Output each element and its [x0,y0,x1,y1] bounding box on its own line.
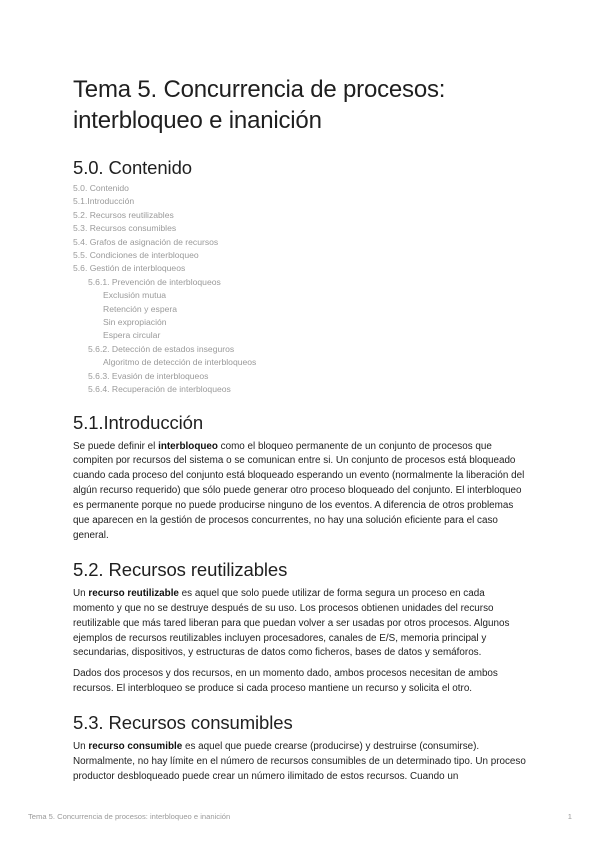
toc-link[interactable]: Espera circular [103,330,161,341]
section [73,411,527,544]
bold-term: interbloqueo [158,440,218,452]
toc-link[interactable]: 5.6.2. Detección de estados inseguros [88,343,235,354]
toc-link[interactable]: 5.6.4. Recuperación de interbloqueos [88,384,231,395]
text-run: como el bloqueo permanente de un conjunto de procesos que compiten por recursos del sistema o se comunican entre si. Un conjunto de procesos está bloqueado cuando cada proceso del conjunto está bloqueado esperando un evento (normalmente la liberación del algún recurso requerido) que sólo puede generar otro proceso bloqueado del conjunto. El interbloqueo es permanente porque no puede producirse ninguno de los eventos. A diferencia de otros problemas que aparecen en la gestión de procesos concurrentes, no hay una solución eficiente para el caso general. [73,440,525,541]
document-body [73,411,527,785]
footer-title: Tema 5. Concurrencia de procesos: interbloqueo e inanición [28,812,231,821]
toc-link[interactable]: Exclusión mutua [103,290,167,301]
paragraph [73,740,527,785]
toc-link[interactable]: 5.4. Grafos de asignación de recursos [73,236,219,247]
toc-link[interactable]: 5.1.Introducción [73,196,135,207]
toc-link[interactable]: 5.6. Gestión de interbloqueos [73,263,186,274]
text-run: es aquel que puede crearse (producirse) y destruirse (consumirse). Normalmente, no hay límite en el número de recursos consumibles de un determinado tipo. Un proceso productor desbloqueado puede crear un número ilimitado de estos recursos. Cuando un [73,741,526,782]
bold-term: recurso consumible [88,741,183,753]
text-run: Dados dos procesos y dos recursos, en un momento dado, ambos procesos necesitan de ambos recursos. El interbloqueo se produce si cada proceso mantiene un recurso y solicita el otro. [73,668,498,695]
section-heading: 5.1.Introducción [73,411,204,433]
text-run: Se puede definir el [73,440,159,452]
document-page [73,74,527,791]
section-heading: 5.2. Recursos reutilizables [73,558,288,580]
toc-link[interactable]: 5.3. Recursos consumibles [73,223,177,234]
toc-link[interactable]: 5.6.3. Evasión de interbloqueos [88,370,209,381]
section [73,711,527,785]
text-run: es aquel que solo puede utilizar de forma segura un proceso en cada momento y que no se destruye después de su uso. Los procesos obtienen unidades del recurso reutilizable que más tared liberan para que puedan volver a ser usadas por otros procesos. Algunos ejemplos de recursos reutilizables incluyen procesadores, canales de E/S, memoria principal y secundarias, dispositivos, y estructuras de datos como ficheros, bases de datos y semáforos. [73,587,510,659]
paragraph [73,667,527,697]
paragraph [73,587,527,662]
bold-term: recurso reutilizable [88,587,179,599]
page-number: 1 [567,812,572,821]
document-title: Tema 5. Concurrencia de procesos: interbloqueo e inanición [73,76,446,134]
toc-link[interactable]: Retención y espera [103,303,178,314]
toc-link[interactable]: 5.5. Condiciones de interbloqueo [73,250,199,261]
toc-link[interactable]: 5.2. Recursos reutilizables [73,209,174,220]
paragraph [73,440,527,544]
page-footer [28,812,572,821]
section [73,558,527,697]
toc-link[interactable]: 5.0. Contenido [73,183,129,193]
toc-heading: 5.0. Contenido [73,157,192,178]
toc-link[interactable]: Algoritmo de detección de interbloqueos [103,357,257,368]
toc-link[interactable]: 5.6.1. Prevención de interbloqueos [88,276,221,287]
text-run: Un [73,741,89,753]
text-run: Un [73,587,89,599]
table-of-contents [73,182,527,397]
section-heading: 5.3. Recursos consumibles [73,712,293,734]
toc-link[interactable]: Sin expropiación [103,317,167,328]
